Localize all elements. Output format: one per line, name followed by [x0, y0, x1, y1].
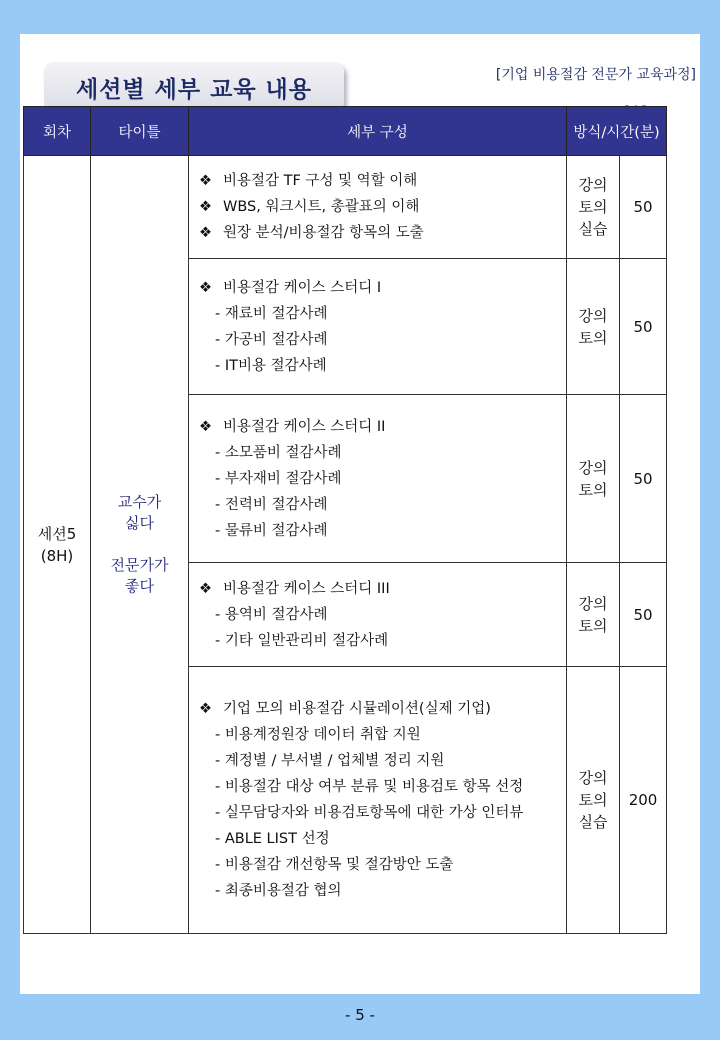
detail-sub-item: - ABLE LIST 선정 — [215, 831, 330, 847]
detail-cell — [189, 259, 567, 395]
table-header-row — [24, 107, 667, 156]
method-label: 토의 — [578, 480, 608, 499]
detail-heading-text: 기업 모의 비용절감 시뮬레이션(실제 기업) — [223, 701, 491, 717]
time-cell: 50 — [620, 156, 667, 259]
session-title-line: 싫다 — [125, 514, 154, 532]
method-label: 강의 — [578, 769, 608, 787]
diamond-bullet-icon: ❖ — [199, 225, 212, 241]
detail-sub-item: - 전력비 절감사례 — [215, 496, 328, 513]
session-title-line: 좋다 — [125, 577, 154, 595]
detail-heading — [199, 220, 565, 246]
detail-heading — [199, 275, 565, 301]
method-label: 강의 — [578, 176, 608, 194]
detail-heading — [199, 194, 565, 220]
detail-cell — [189, 563, 567, 667]
detail-heading — [199, 696, 565, 722]
detail-sub-item: - 용역비 절감사례 — [215, 606, 328, 623]
diamond-bullet-icon: ❖ — [199, 199, 212, 215]
detail-sub-item: - 부자재비 절감사례 — [215, 470, 342, 487]
session-title-spacer — [92, 534, 187, 555]
method-label: 토의 — [578, 198, 608, 216]
table-row — [24, 156, 667, 259]
time-cell: 50 — [620, 563, 667, 667]
session-title-cell — [91, 156, 189, 934]
session-title-line: 전문가가 — [110, 556, 169, 574]
diamond-bullet-icon: ❖ — [199, 701, 212, 717]
detail-sub-item: - 비용계정원장 데이터 취합 지원 — [215, 727, 421, 743]
diamond-bullet-icon: ❖ — [199, 418, 212, 435]
method-cell — [567, 395, 620, 563]
column-header-title: 타이틀 — [91, 107, 189, 156]
detail-heading — [199, 168, 565, 194]
page-number: - 5 - — [345, 1006, 375, 1024]
detail-cell — [189, 156, 567, 259]
diamond-bullet-icon: ❖ — [199, 173, 212, 189]
detail-heading-text: 원장 분석/비용절감 항목의 도출 — [223, 225, 424, 241]
method-label: 강의 — [578, 306, 608, 325]
column-header-session: 회차 — [24, 107, 91, 156]
method-label: 강의 — [578, 594, 608, 613]
method-label: 강의 — [578, 458, 608, 477]
session-label: 세션5 — [37, 524, 77, 543]
session-cell — [24, 156, 91, 934]
detail-sub-item: - 실무담당자와 비용검토항목에 대한 가상 인터뷰 — [215, 805, 524, 821]
method-label: 실습 — [578, 813, 608, 831]
method-label: 토의 — [578, 616, 608, 635]
page-title: 세션별 세부 교육 내용 — [44, 62, 344, 112]
method-label: 토의 — [578, 328, 608, 347]
method-cell — [567, 156, 620, 259]
detail-cell — [189, 395, 567, 563]
time-cell: 200 — [620, 667, 667, 934]
column-header-method-time: 방식/시간(분) — [567, 107, 667, 156]
detail-heading-text: 비용절감 케이스 스터디 III — [223, 580, 390, 597]
method-cell — [567, 667, 620, 934]
detail-sub-item: - 계정별 / 부서별 / 업체별 정리 지원 — [215, 753, 445, 769]
session-detail-table — [23, 106, 667, 934]
time-cell: 50 — [620, 395, 667, 563]
detail-sub-item: - 물류비 절감사례 — [215, 522, 328, 539]
detail-sub-item: - 비용절감 개선항목 및 절감방안 도출 — [215, 857, 454, 873]
column-header-detail: 세부 구성 — [189, 107, 567, 156]
diamond-bullet-icon: ❖ — [199, 279, 212, 296]
method-cell — [567, 563, 620, 667]
detail-heading-text: 비용절감 TF 구성 및 역할 이해 — [223, 173, 418, 189]
method-label: 실습 — [578, 220, 608, 238]
detail-heading-text: 비용절감 케이스 스터디 II — [223, 418, 386, 435]
detail-sub-item: - 최종비용절감 협의 — [215, 883, 342, 899]
course-name: [기업 비용절감 전문가 교육과정] — [495, 67, 696, 83]
method-cell — [567, 259, 620, 395]
detail-cell — [189, 667, 567, 934]
detail-sub-item: - 기타 일반관리비 절감사례 — [215, 632, 389, 649]
detail-heading — [199, 414, 565, 440]
diamond-bullet-icon: ❖ — [199, 580, 212, 597]
detail-sub-item: - 비용절감 대상 여부 분류 및 비용검토 항목 선정 — [215, 779, 524, 795]
session-title-line: 교수가 — [117, 493, 162, 511]
detail-sub-item: - 가공비 절감사례 — [215, 331, 328, 348]
session-hours: (8H) — [40, 546, 74, 565]
time-cell: 50 — [620, 259, 667, 395]
detail-heading — [199, 576, 565, 602]
method-label: 토의 — [578, 791, 608, 809]
detail-heading-text: WBS, 워크시트, 총괄표의 이해 — [223, 199, 420, 215]
detail-sub-item: - 재료비 절감사례 — [215, 305, 328, 322]
detail-sub-item: - IT비용 절감사례 — [215, 357, 327, 374]
detail-heading-text: 비용절감 케이스 스터디 I — [223, 279, 382, 296]
detail-sub-item: - 소모품비 절감사례 — [215, 444, 342, 461]
